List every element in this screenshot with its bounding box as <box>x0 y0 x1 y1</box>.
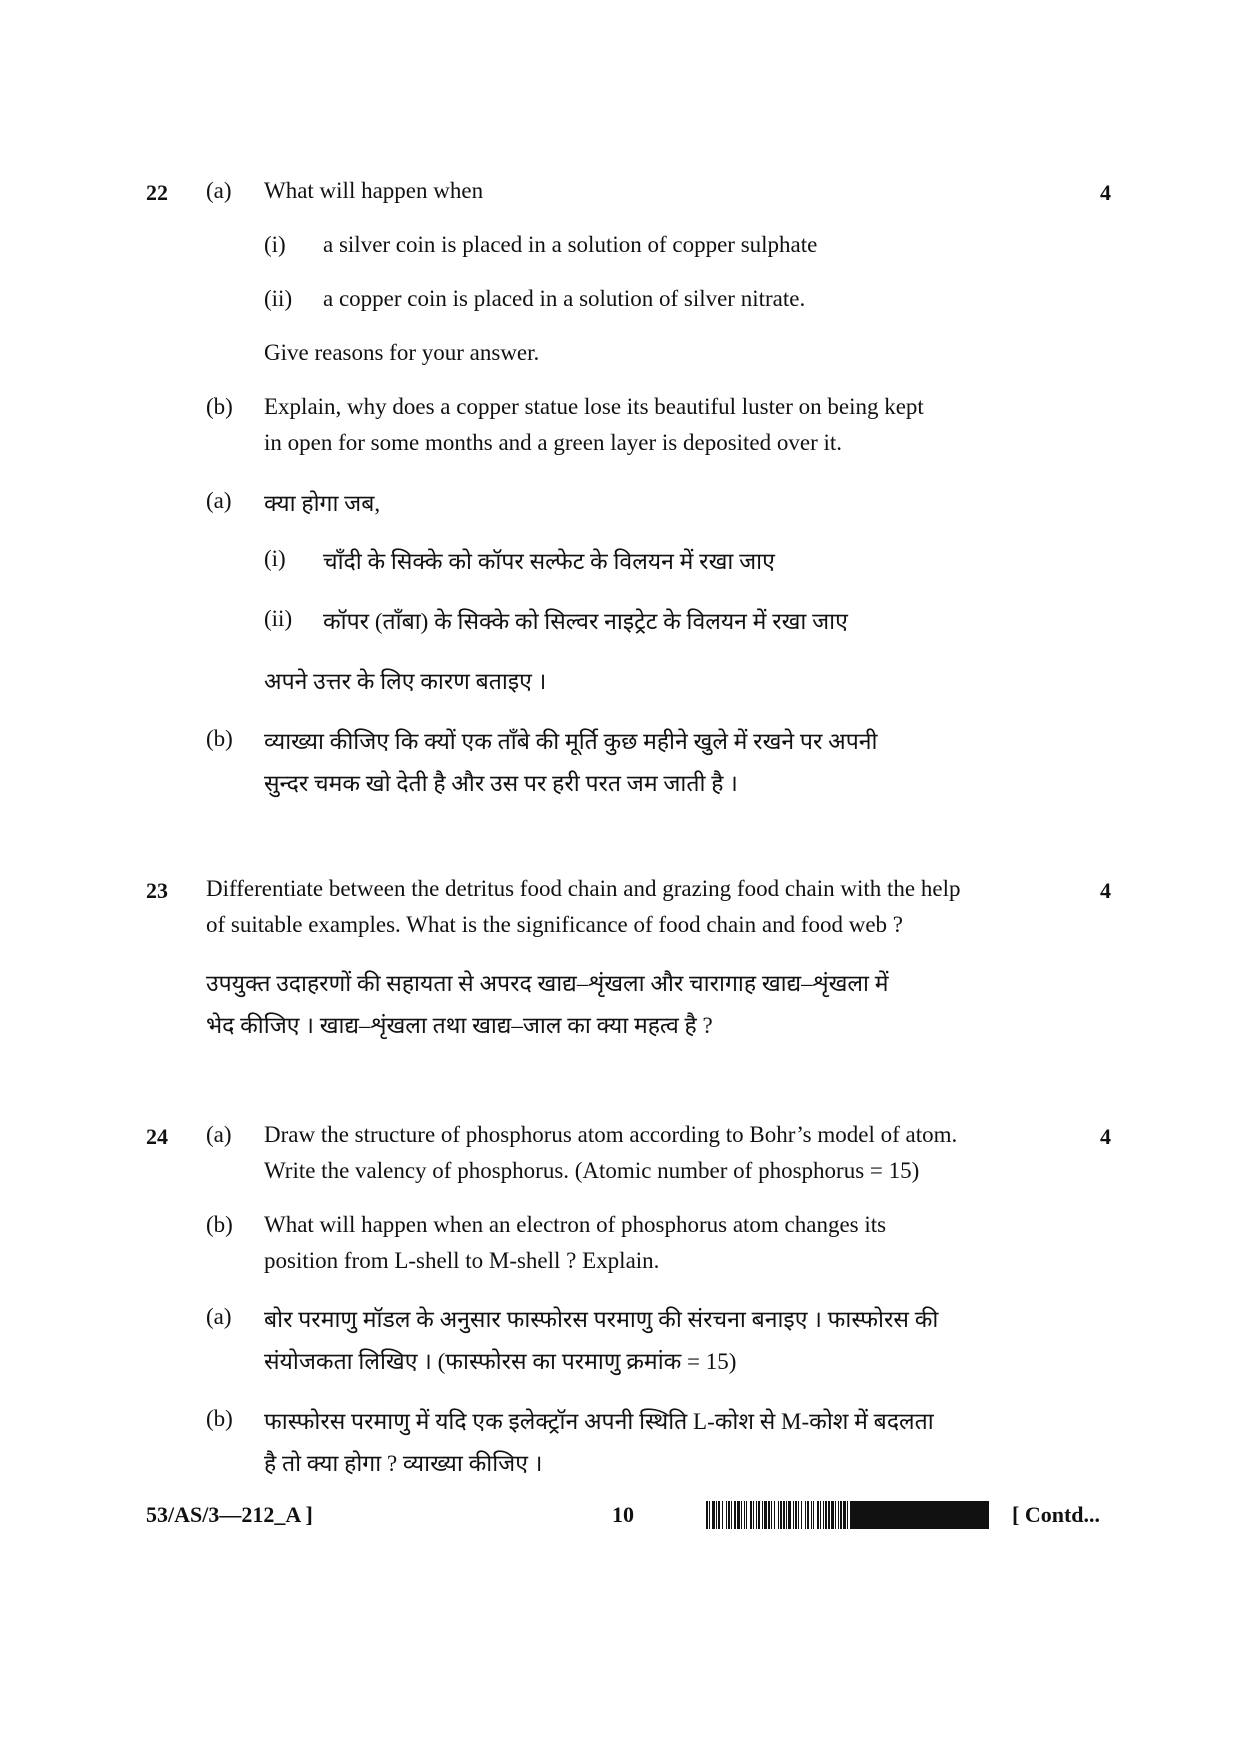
continued-label: [ Contd... <box>1012 1502 1101 1527</box>
part-label: (a) <box>206 178 232 203</box>
question-text: Differentiate between the detritus food chain and grazing food chain with the help <box>206 876 961 901</box>
question-text-hindi: व्याख्या कीजिए कि क्यों एक ताँबे की मूर्ति कुछ महीने खुले में रखने पर अपनी <box>264 729 878 754</box>
question-text-hindi: अपने उत्तर के लिए कारण बताइए । <box>264 669 547 694</box>
question-text-hindi: क्या होगा जब, <box>264 491 381 516</box>
part-label: (b) <box>206 726 233 751</box>
part-label: (b) <box>206 1212 233 1237</box>
question-text: Give reasons for your answer. <box>264 340 540 365</box>
question-text: What will happen when an electron of phosphorus atom changes its <box>264 1212 887 1237</box>
question-text-hindi: बोर परमाणु मॉडल के अनुसार फास्फोरस परमाणु की संरचना बनाइए । फास्फोरस की <box>264 1307 939 1332</box>
question-text: position from L-shell to M-shell ? Explain. <box>264 1248 660 1273</box>
sub-part-label: (i) <box>264 546 286 571</box>
question-number: 24 <box>146 1124 168 1149</box>
sub-part-label: (ii) <box>264 606 293 631</box>
barcode <box>706 1501 989 1529</box>
page-number: 10 <box>612 1502 634 1527</box>
question-text: Explain, why does a copper statue lose its beautiful luster on being kept <box>264 394 924 419</box>
question-text-hindi: सुन्दर चमक खो देती है और उस पर हरी परत जम जाती है । <box>264 771 738 796</box>
marks: 4 <box>1100 1124 1111 1149</box>
question-text: in open for some months and a green layer is deposited over it. <box>264 430 843 455</box>
question-text-hindi: कॉपर (ताँबा) के सिक्के को सिल्वर नाइट्रेट के विलयन में रखा जाए <box>323 609 848 634</box>
question-text: a silver coin is placed in a solution of copper sulphate <box>323 232 818 257</box>
part-label: (a) <box>206 488 232 513</box>
part-label: (a) <box>206 1304 232 1329</box>
question-text: a copper coin is placed in a solution of silver nitrate. <box>323 286 806 311</box>
question-text: Draw the structure of phosphorus atom according to Bohr’s model of atom. <box>264 1122 958 1147</box>
marks: 4 <box>1100 878 1111 903</box>
question-text: What will happen when <box>264 178 484 203</box>
part-label: (b) <box>206 394 233 419</box>
question-text-hindi: भेद कीजिए । खाद्य–शृंखला तथा खाद्य–जाल का क्या महत्व है ? <box>206 1013 713 1038</box>
part-label: (a) <box>206 1122 232 1147</box>
question-number: 23 <box>146 878 168 903</box>
sub-part-label: (i) <box>264 232 286 257</box>
question-text-hindi: उपयुक्त उदाहरणों की सहायता से अपरद खाद्य–शृंखला और चारागाह खाद्य–शृंखला में <box>206 971 889 996</box>
question-text-hindi: है तो क्या होगा ? व्याख्या कीजिए । <box>264 1451 543 1476</box>
part-label: (b) <box>206 1406 233 1431</box>
question-text-hindi: फास्फोरस परमाणु में यदि एक इलेक्ट्रॉन अपनी स्थिति L-कोश से M-कोश में बदलता <box>264 1409 934 1434</box>
paper-code: 53/AS/3—212_A ] <box>146 1502 313 1527</box>
question-text-hindi: संयोजकता लिखिए । (फास्फोरस का परमाणु क्रमांक = 15) <box>264 1349 737 1374</box>
sub-part-label: (ii) <box>264 286 293 311</box>
question-number: 22 <box>146 180 168 205</box>
question-text: Write the valency of phosphorus. (Atomic number of phosphorus = 15) <box>264 1158 920 1183</box>
marks: 4 <box>1100 180 1111 205</box>
question-text: of suitable examples. What is the significance of food chain and food web ? <box>206 912 904 937</box>
question-text-hindi: चाँदी के सिक्के को कॉपर सल्फेट के विलयन में रखा जाए <box>323 549 775 574</box>
